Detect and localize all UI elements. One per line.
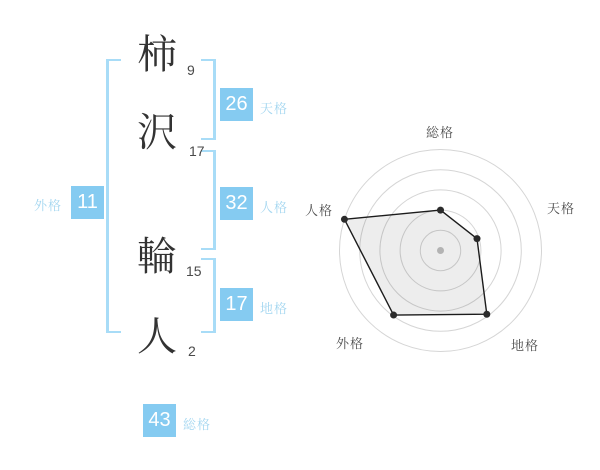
stroke-count-3: 15: [186, 263, 202, 279]
radar-axis-soukaku: 総格: [425, 125, 454, 140]
full-name-bracket: [106, 59, 121, 333]
name-char-1: 柿: [137, 33, 177, 77]
gaikaku-value-badge: 11: [71, 186, 104, 219]
jinkaku-value-badge: 32: [220, 187, 253, 220]
radar-axis-gaikaku: 外格: [335, 336, 364, 351]
fortune-radar-panel: [290, 110, 590, 370]
chikaku-value-badge: 17: [220, 288, 253, 321]
gaikaku-label: 外格: [34, 198, 63, 213]
name-char-2: 沢: [137, 111, 177, 155]
soukaku-value-badge: 43: [143, 404, 176, 437]
name-char-4: 人: [137, 315, 177, 359]
jinkaku-bracket: [201, 150, 216, 250]
chikaku-bracket: [201, 258, 216, 333]
tenkaku-bracket: [201, 59, 216, 140]
tenkaku-label: 天格: [260, 101, 289, 116]
stroke-count-2: 17: [189, 143, 205, 159]
radar-axis-tenkaku: 天格: [546, 201, 575, 216]
radar-axis-chikaku: 地格: [510, 338, 539, 353]
tenkaku-value-badge: 26: [220, 88, 253, 121]
radar-axis-jinkaku: 人格: [304, 203, 333, 218]
soukaku-label: 総格: [183, 417, 212, 432]
stroke-count-4: 2: [188, 343, 196, 359]
chikaku-label: 地格: [260, 301, 289, 316]
stroke-count-1: 9: [187, 62, 195, 78]
jinkaku-label: 人格: [260, 200, 289, 215]
radar-chart: [290, 110, 590, 370]
name-char-3: 輪: [137, 235, 177, 279]
